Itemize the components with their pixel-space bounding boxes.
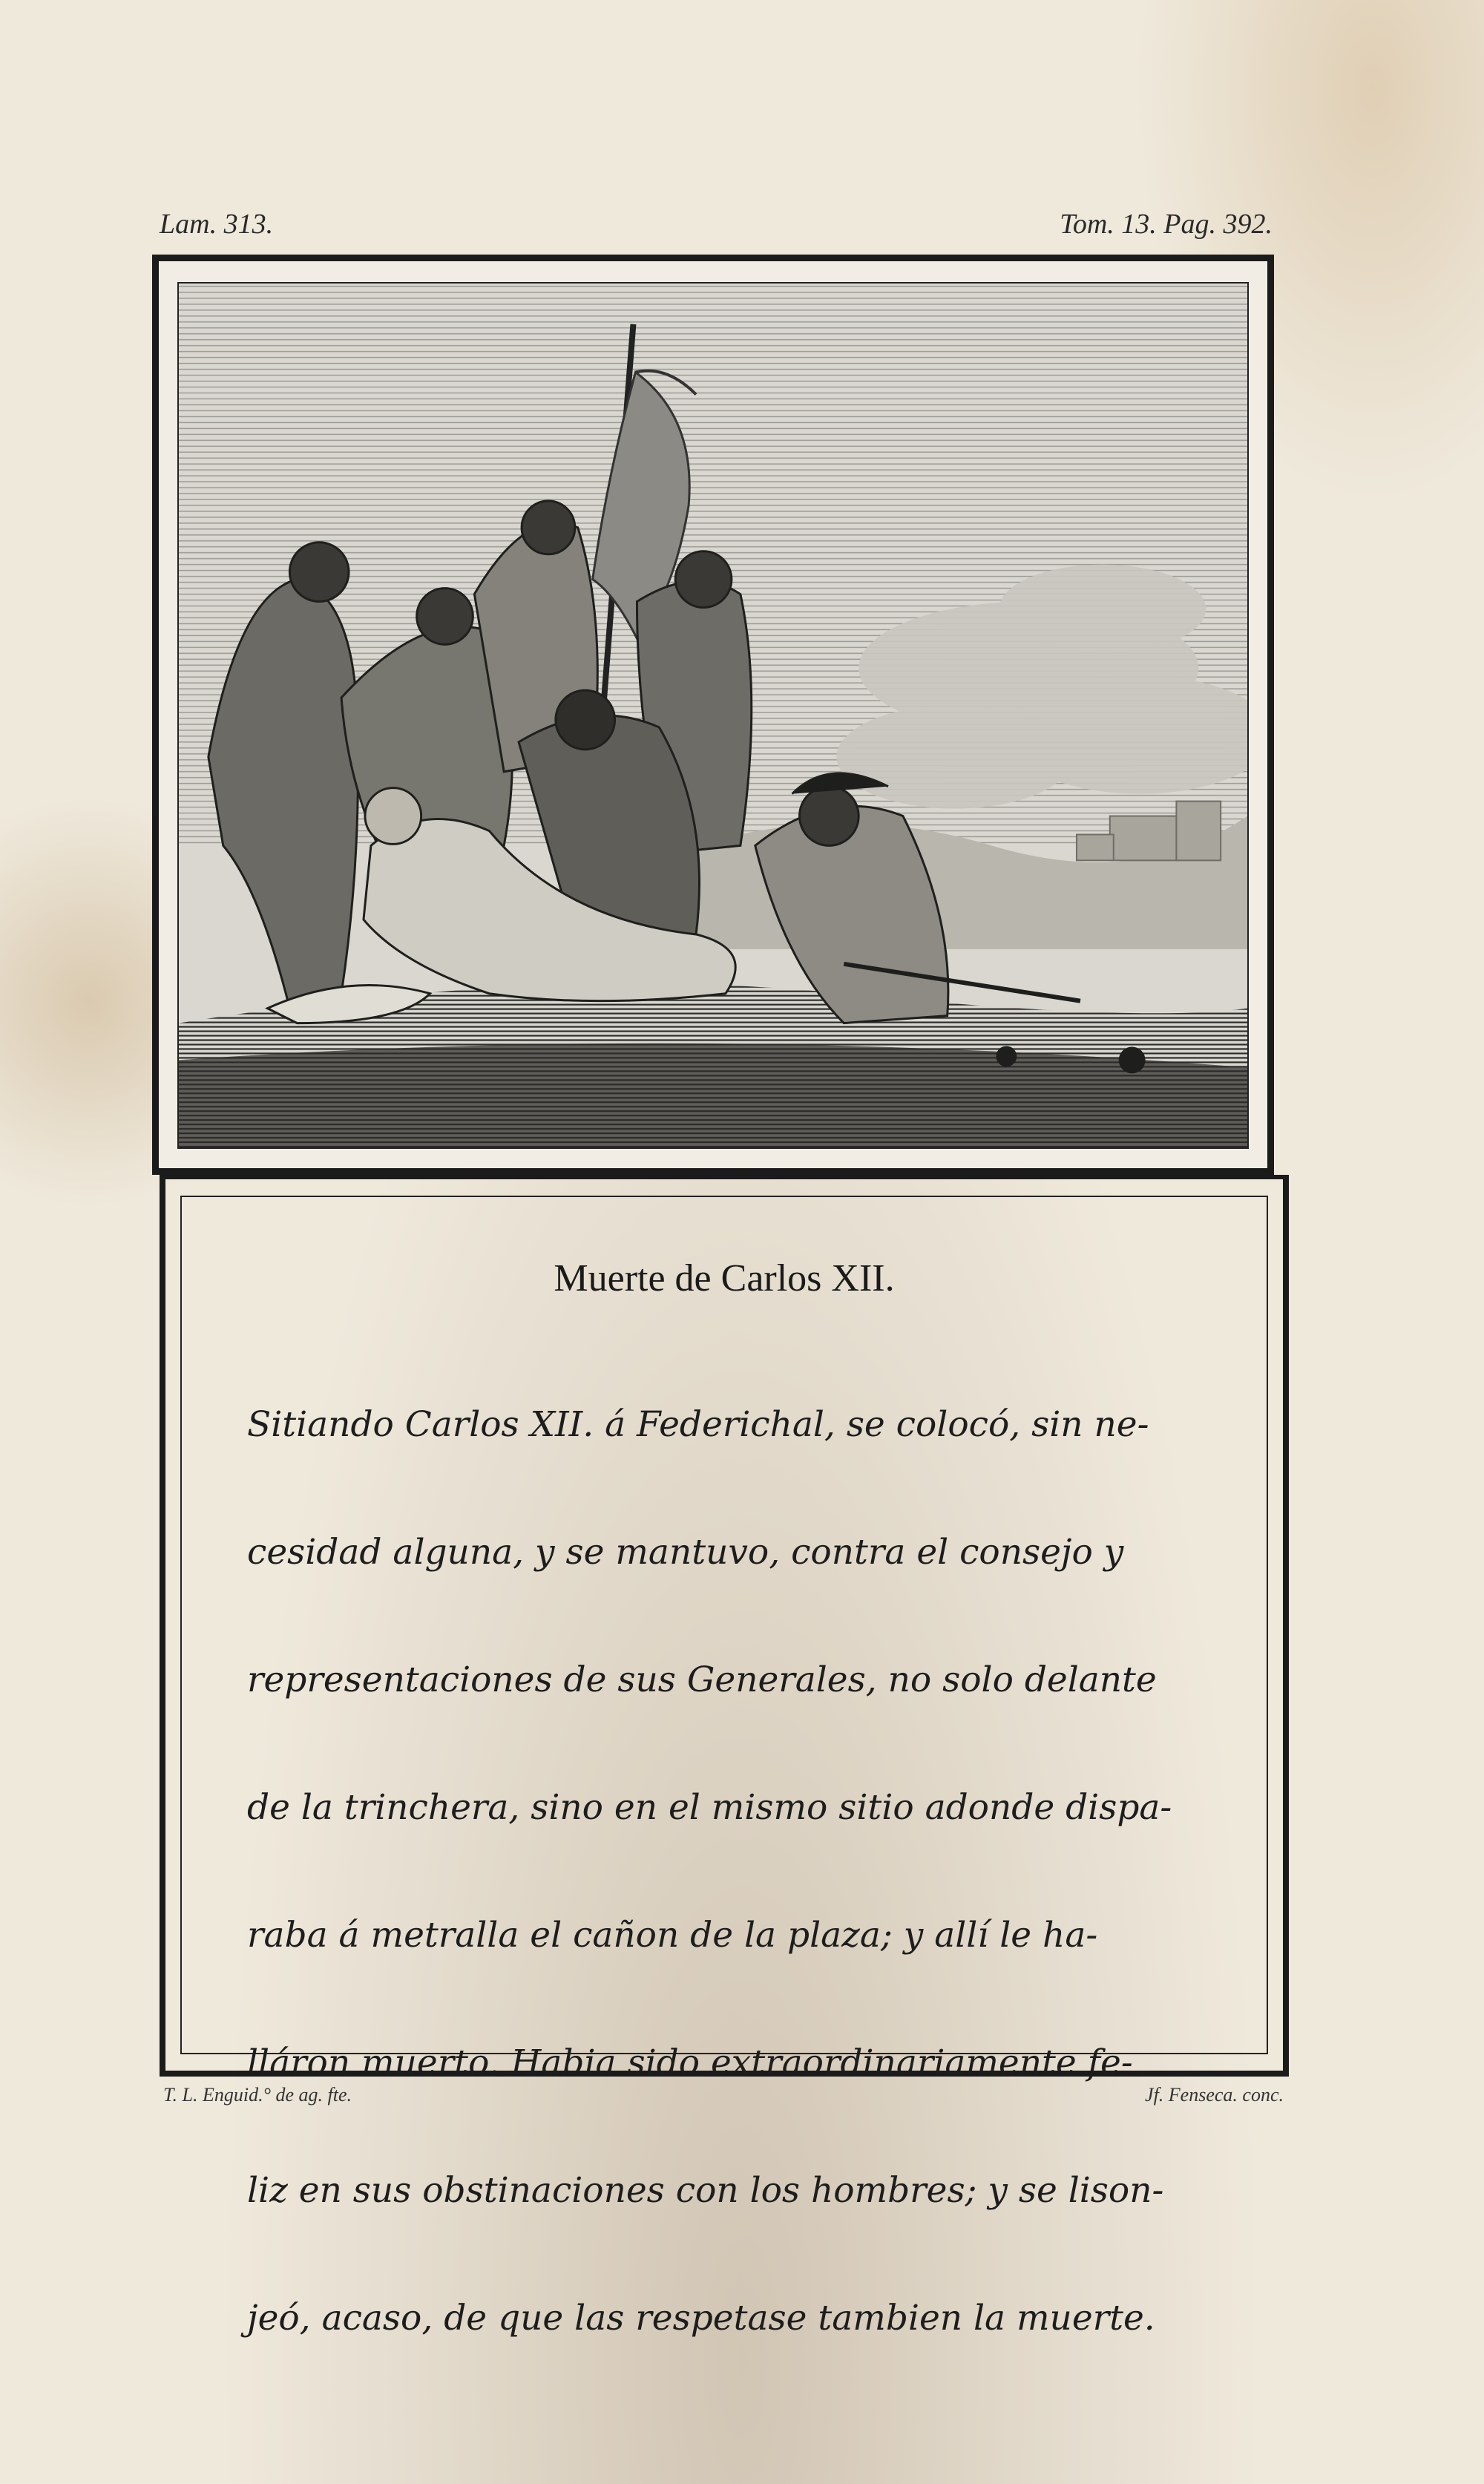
cannonball — [996, 1046, 1017, 1066]
caption-line: cesidad alguna, y se mantuvo, contra el consejo y — [247, 1532, 1124, 1573]
publisher-credit: Jf. Fenseca. conc. — [1145, 2084, 1284, 2105]
caption-title: Muerte de Carlos XII. — [554, 1257, 895, 1300]
volume-page-reference: Tom. 13. Pag. 392. — [1060, 209, 1273, 240]
engraving-illustration — [177, 282, 1249, 1149]
caption-line: lláron muerto. Habia sido extraordinariamente fe- — [247, 2042, 1133, 2083]
caption-line: jeó, acaso, de que las respetase tambien la muerte. — [247, 2298, 1155, 2339]
caption-line: representaciones de sus Generales, no solo delante — [247, 1659, 1157, 1700]
illustration-frame — [152, 255, 1274, 1175]
caption-line: de la trinchera, sino en el mismo sitio adonde dispa- — [247, 1787, 1172, 1828]
cannonball — [1119, 1046, 1146, 1073]
caption-line: raba á metralla el cañon de la plaza; y allí le ha- — [247, 1915, 1098, 1956]
engraving-scene — [179, 284, 1247, 1147]
caption-body — [247, 1329, 1201, 2414]
plate-number: Lam. 313. — [160, 209, 274, 240]
caption-line: liz en sus obstinaciones con los hombres; y se lison- — [247, 2170, 1164, 2211]
caption-line: Sitiando Carlos XII. á Federichal, se colocó, sin ne- — [247, 1404, 1149, 1445]
engraver-credit: T. L. Enguid.° de ag. fte. — [163, 2084, 352, 2105]
